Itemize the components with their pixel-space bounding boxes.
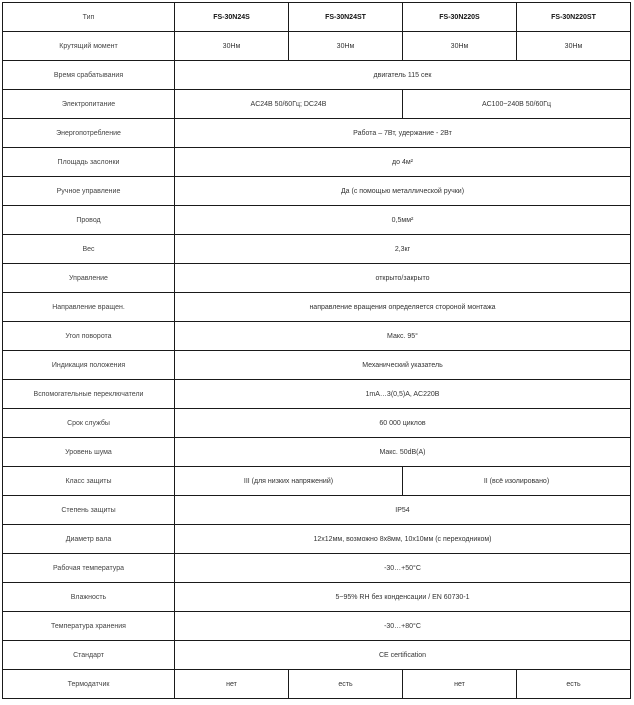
type-label: Тип [3, 3, 175, 32]
row-label: Площадь заслонки [3, 148, 175, 177]
row-label: Время срабатывания [3, 61, 175, 90]
row-label: Вспомогательные переключатели [3, 380, 175, 409]
table-header-row [3, 3, 631, 32]
row-label: Влажность [3, 583, 175, 612]
position-indication-value: Механический указатель [175, 351, 631, 380]
table-row-weight [3, 235, 631, 264]
table-row-control [3, 264, 631, 293]
table-row-ingress-protection [3, 496, 631, 525]
table-row-power-consumption [3, 119, 631, 148]
table-row-damper-area [3, 148, 631, 177]
torque-value: 30Нм [517, 32, 631, 61]
protection-class-insulated-value: II (всё изолировано) [403, 467, 631, 496]
row-label: Крутящий момент [3, 32, 175, 61]
weight-value: 2,3кг [175, 235, 631, 264]
row-label: Уровень шума [3, 438, 175, 467]
aux-switches-value: 1mA…3(0,5)A, AC220В [175, 380, 631, 409]
table-row-rotation-angle [3, 322, 631, 351]
shaft-diameter-value: 12x12мм, возможно 8x8мм, 10x10мм (с переходником) [175, 525, 631, 554]
row-label: Стандарт [3, 641, 175, 670]
table-row-response-time [3, 61, 631, 90]
table-row-aux-switches [3, 380, 631, 409]
torque-value: 30Нм [175, 32, 289, 61]
ingress-protection-value: IP54 [175, 496, 631, 525]
row-label: Термодатчик [3, 670, 175, 699]
model-fs-30n220s: FS-30N220S [403, 3, 517, 32]
row-label: Угол поворота [3, 322, 175, 351]
damper-area-value: до 4м² [175, 148, 631, 177]
row-label: Направление вращен. [3, 293, 175, 322]
row-label: Электропитание [3, 90, 175, 119]
rotation-direction-value: направление вращения определяется стороной монтажа [175, 293, 631, 322]
power-supply-220v-value: AC100~240В 50/60Гц [403, 90, 631, 119]
table-row-shaft-diameter [3, 525, 631, 554]
model-fs-30n24st: FS-30N24ST [289, 3, 403, 32]
table-row-torque [3, 32, 631, 61]
row-label: Энергопотребление [3, 119, 175, 148]
torque-value: 30Нм [289, 32, 403, 61]
row-label: Срок службы [3, 409, 175, 438]
table-row-position-indication [3, 351, 631, 380]
table-row-protection-class [3, 467, 631, 496]
row-label: Ручное управление [3, 177, 175, 206]
specifications-table [2, 2, 631, 699]
thermo-sensor-value: есть [289, 670, 403, 699]
row-label: Степень защиты [3, 496, 175, 525]
protection-class-low-voltage-value: III (для низких напряжений) [175, 467, 403, 496]
model-fs-30n24s: FS-30N24S [175, 3, 289, 32]
service-life-value: 60 000 циклов [175, 409, 631, 438]
table-row-rotation-direction [3, 293, 631, 322]
table-row-thermo-sensor [3, 670, 631, 699]
operating-temp-value: -30…+50°C [175, 554, 631, 583]
thermo-sensor-value: нет [403, 670, 517, 699]
rotation-angle-value: Макс. 95° [175, 322, 631, 351]
torque-value: 30Нм [403, 32, 517, 61]
table-row-storage-temp [3, 612, 631, 641]
row-label: Диаметр вала [3, 525, 175, 554]
noise-level-value: Макс. 50dB(A) [175, 438, 631, 467]
row-label: Провод [3, 206, 175, 235]
table-row-manual-control [3, 177, 631, 206]
wire-value: 0,5мм² [175, 206, 631, 235]
table-row-wire [3, 206, 631, 235]
table-row-power-supply [3, 90, 631, 119]
power-supply-24v-value: AC24В 50/60Гц; DC24В [175, 90, 403, 119]
storage-temp-value: -30…+80°C [175, 612, 631, 641]
row-label: Индикация положения [3, 351, 175, 380]
thermo-sensor-value: нет [175, 670, 289, 699]
manual-control-value: Да (с помощью металлической ручки) [175, 177, 631, 206]
row-label: Вес [3, 235, 175, 264]
table-row-humidity [3, 583, 631, 612]
response-time-value: двигатель 115 сек [175, 61, 631, 90]
humidity-value: 5~95% RH без конденсации / EN 60730-1 [175, 583, 631, 612]
model-fs-30n220st: FS-30N220ST [517, 3, 631, 32]
row-label: Рабочая температура [3, 554, 175, 583]
control-value: открыто/закрыто [175, 264, 631, 293]
row-label: Управление [3, 264, 175, 293]
table-row-standard [3, 641, 631, 670]
table-row-service-life [3, 409, 631, 438]
thermo-sensor-value: есть [517, 670, 631, 699]
table-row-operating-temp [3, 554, 631, 583]
row-label: Температура хранения [3, 612, 175, 641]
power-consumption-value: Работа – 7Вт, удержание - 2Вт [175, 119, 631, 148]
row-label: Класс защиты [3, 467, 175, 496]
table-row-noise-level [3, 438, 631, 467]
standard-value: CE certification [175, 641, 631, 670]
